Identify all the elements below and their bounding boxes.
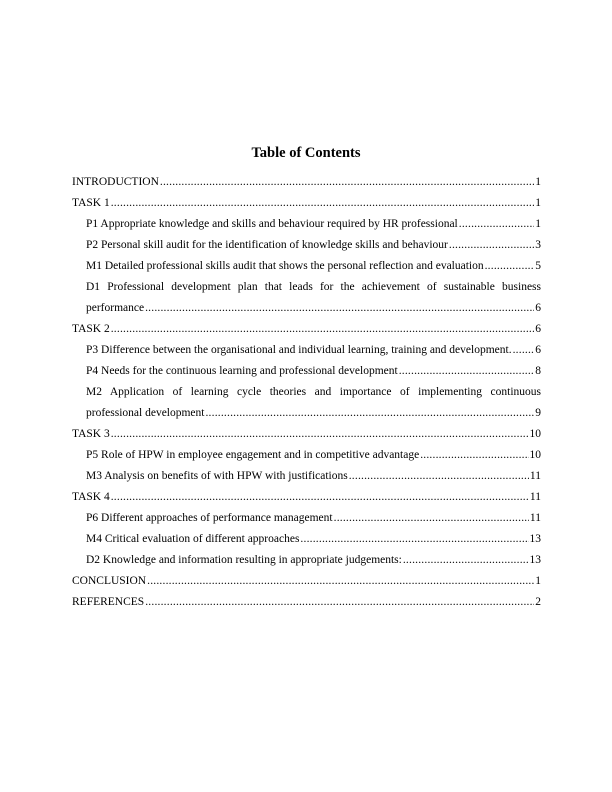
toc-entry-p2[interactable]: [86, 237, 541, 253]
toc-entry-p3[interactable]: [86, 342, 541, 358]
toc-entry-task-2[interactable]: [72, 321, 541, 337]
toc-page-number: 6: [535, 323, 541, 335]
toc-page-number: 6: [535, 344, 541, 356]
page-title: Table of Contents: [251, 145, 361, 161]
dot-leader: [111, 321, 535, 337]
toc-page-number: 11: [529, 512, 541, 524]
toc-page-number: 1: [535, 176, 541, 188]
toc-entry-label: P6 Different approaches of performance management: [86, 512, 333, 524]
toc-entry-label: P1 Appropriate knowledge and skills and behaviour required by HR professional: [86, 218, 458, 230]
toc-entry-label: professional development: [86, 407, 205, 419]
toc-page-number: 5: [535, 260, 541, 272]
toc-entry-p4[interactable]: [86, 363, 541, 379]
toc-entry-m2-line1[interactable]: M2 Application of learning cycle theories and importance of implementing continuous: [86, 386, 541, 398]
toc-entry-label: D2 Knowledge and information resulting in appropriate judgements:: [86, 554, 402, 566]
toc-entry-task-3[interactable]: [72, 426, 541, 442]
toc-entry-references[interactable]: [72, 594, 541, 610]
toc-entry-label: P2 Personal skill audit for the identification of knowledge skills and behaviour: [86, 239, 448, 251]
toc-entry-label: TASK 4: [72, 491, 110, 503]
toc-page-number: 1: [535, 197, 541, 209]
dot-leader: [145, 300, 534, 316]
dot-leader: [420, 447, 528, 463]
toc-entry-d1[interactable]: [86, 300, 541, 316]
dot-leader: [145, 594, 534, 610]
toc-entry-task-4[interactable]: [72, 489, 541, 505]
dot-leader: [485, 258, 535, 274]
toc-entry-label: P5 Role of HPW in employee engagement and in competitive advantage: [86, 449, 420, 461]
toc-entry-label: TASK 3: [72, 428, 110, 440]
toc-entry-m4[interactable]: [86, 531, 541, 547]
dot-leader: [403, 552, 529, 568]
dot-leader: [334, 510, 529, 526]
toc-entry-conclusion[interactable]: [72, 573, 541, 589]
dot-leader: [449, 237, 534, 253]
toc-page-number: 11: [529, 491, 541, 503]
dot-leader: [160, 174, 534, 190]
toc-page-number: 13: [529, 533, 541, 545]
toc-page-number: 11: [529, 470, 541, 482]
toc-page-number: 10: [529, 449, 541, 461]
toc-entry-d1-line1[interactable]: D1 Professional development plan that leads for the achievement of sustainable business: [86, 281, 541, 293]
dot-leader: [349, 468, 529, 484]
toc-entry-label: P4 Needs for the continuous learning and professional development: [86, 365, 398, 377]
dot-leader: [300, 531, 528, 547]
toc-entry-d2[interactable]: [86, 552, 541, 568]
dot-leader: [399, 363, 535, 379]
toc-entry-label: P3 Difference between the organisational and individual learning, training and development.: [86, 344, 512, 356]
toc-page-number: 9: [535, 407, 541, 419]
toc-entry-m1[interactable]: [86, 258, 541, 274]
toc-page-number: 8: [535, 365, 541, 377]
toc-page-number: 1: [535, 218, 541, 230]
toc-page-number: 2: [535, 596, 541, 608]
toc-page-number: 3: [535, 239, 541, 251]
toc-entry-m3[interactable]: [86, 468, 541, 484]
toc-entry-introduction[interactable]: [72, 174, 541, 190]
dot-leader: [111, 195, 535, 211]
toc-entry-p6[interactable]: [86, 510, 541, 526]
toc-entry-label: REFERENCES: [72, 596, 145, 608]
toc-page-number: 13: [529, 554, 541, 566]
dot-leader: [513, 342, 535, 358]
dot-leader: [111, 426, 529, 442]
toc-entry-p5[interactable]: [86, 447, 541, 463]
toc-page-number: 6: [535, 302, 541, 314]
toc-page-number: 1: [535, 575, 541, 587]
dot-leader: [147, 573, 534, 589]
toc-entry-label: TASK 2: [72, 323, 110, 335]
toc-entry-label: INTRODUCTION: [72, 176, 159, 188]
toc-entry-label: M1 Detailed professional skills audit that shows the personal reflection and evaluation: [86, 260, 484, 272]
toc-entry-label: TASK 1: [72, 197, 110, 209]
toc-page-number: 10: [529, 428, 541, 440]
toc-entry-label: M4 Critical evaluation of different approaches: [86, 533, 300, 545]
toc-entry-label: M3 Analysis on benefits of with HPW with justifications: [86, 470, 348, 482]
toc-entry-p1[interactable]: [86, 216, 541, 232]
toc-entry-task-1[interactable]: [72, 195, 541, 211]
toc-entry-m2[interactable]: [86, 405, 541, 421]
dot-leader: [205, 405, 534, 421]
dot-leader: [111, 489, 529, 505]
toc-entry-label: CONCLUSION: [72, 575, 147, 587]
dot-leader: [459, 216, 534, 232]
toc-entry-label: performance: [86, 302, 145, 314]
